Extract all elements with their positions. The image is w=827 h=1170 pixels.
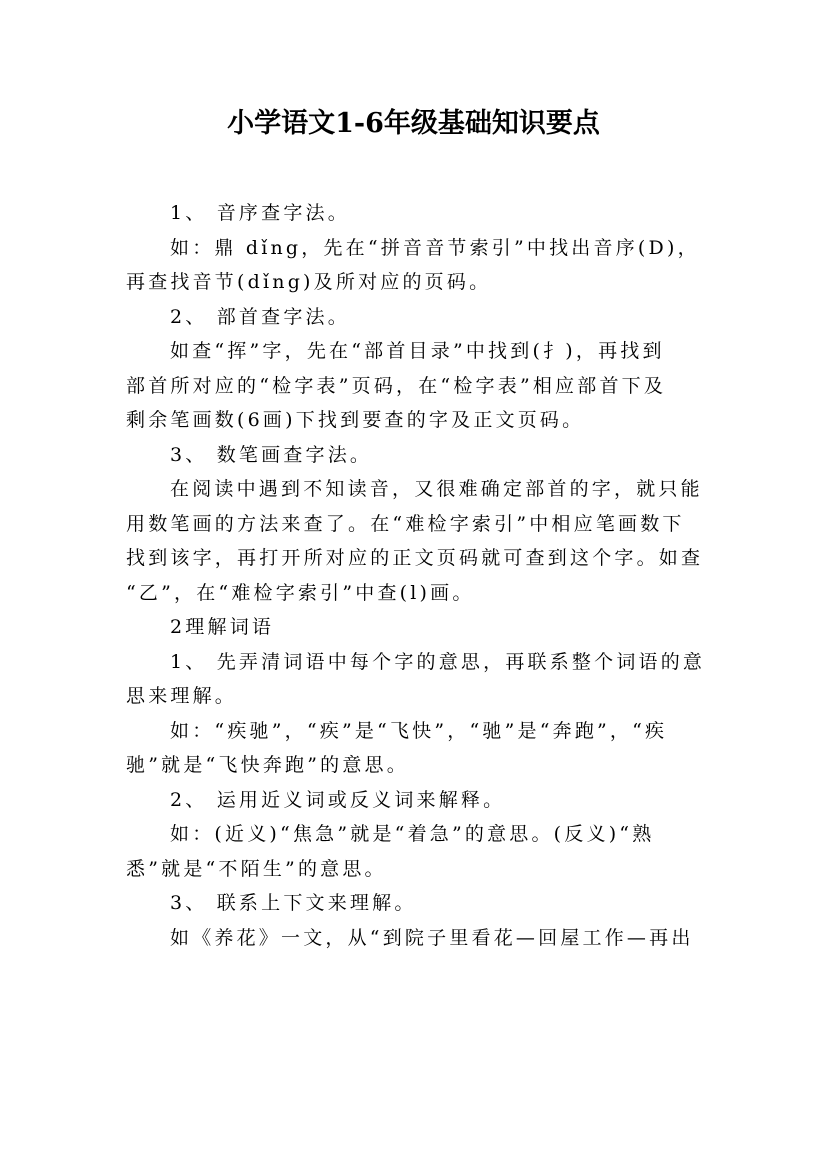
text-line: 如：“疾驰”，“疾”是“飞快”，“驰”是“奔跑”，“疾 <box>170 719 668 742</box>
text-line: 在阅读中遇到不知读音，又很难确定部首的字，就只能 <box>170 478 703 500</box>
text-line: 用数笔画的方法来查了。在“难检字索引”中相应笔画数下 <box>126 512 685 535</box>
text-line: 3、 联系上下文来理解。 <box>170 892 417 914</box>
text-line: 如查“挥”字，先在“部首目录”中找到(扌)，再找到 <box>170 340 665 362</box>
text-line: 1、 先弄清词语中每个字的意思，再联系整个词语的意 <box>170 650 706 673</box>
text-line: 如：(近义)“焦急”就是“着急”的意思。(反义)“熟 <box>170 823 655 845</box>
document-body <box>126 196 716 955</box>
text-line: 剩余笔画数(6画)下找到要查的字及正文页码。 <box>126 409 585 431</box>
text-line: 驰”就是“飞快奔跑”的意思。 <box>126 754 409 776</box>
text-line: 2、 运用近义词或反义词来解释。 <box>170 788 506 811</box>
text-line: 思来理解。 <box>126 685 238 707</box>
text-line: 3、 数笔画查字法。 <box>170 443 373 466</box>
text-line: “乙”，在“难检字索引”中查(l)画。 <box>126 581 475 604</box>
text-line: 2、 部首查字法。 <box>170 305 350 328</box>
text-line: 如《养花》一文，从“到院子里看花—回屋工作—再出 <box>170 926 694 949</box>
text-line: 2理解词语 <box>170 616 275 638</box>
text-line: 1、 音序查字法。 <box>170 202 350 224</box>
page-title: 小学语文1-6年级基础知识要点 <box>227 108 600 139</box>
text-line: 再查找音节(dǐng)及所对应的页码。 <box>126 271 492 293</box>
text-line: 找到该字，再打开所对应的正文页码就可查到这个字。如查 <box>126 547 704 569</box>
text-line: 悉”就是“不陌生”的意思。 <box>126 857 387 880</box>
text-line: 部首所对应的“检字表”页码，在“检字表”相应部首下及 <box>126 374 667 397</box>
text-line: 如：鼎 dǐng，先在“拼音音节索引”中找出音序(D)， <box>170 236 700 259</box>
